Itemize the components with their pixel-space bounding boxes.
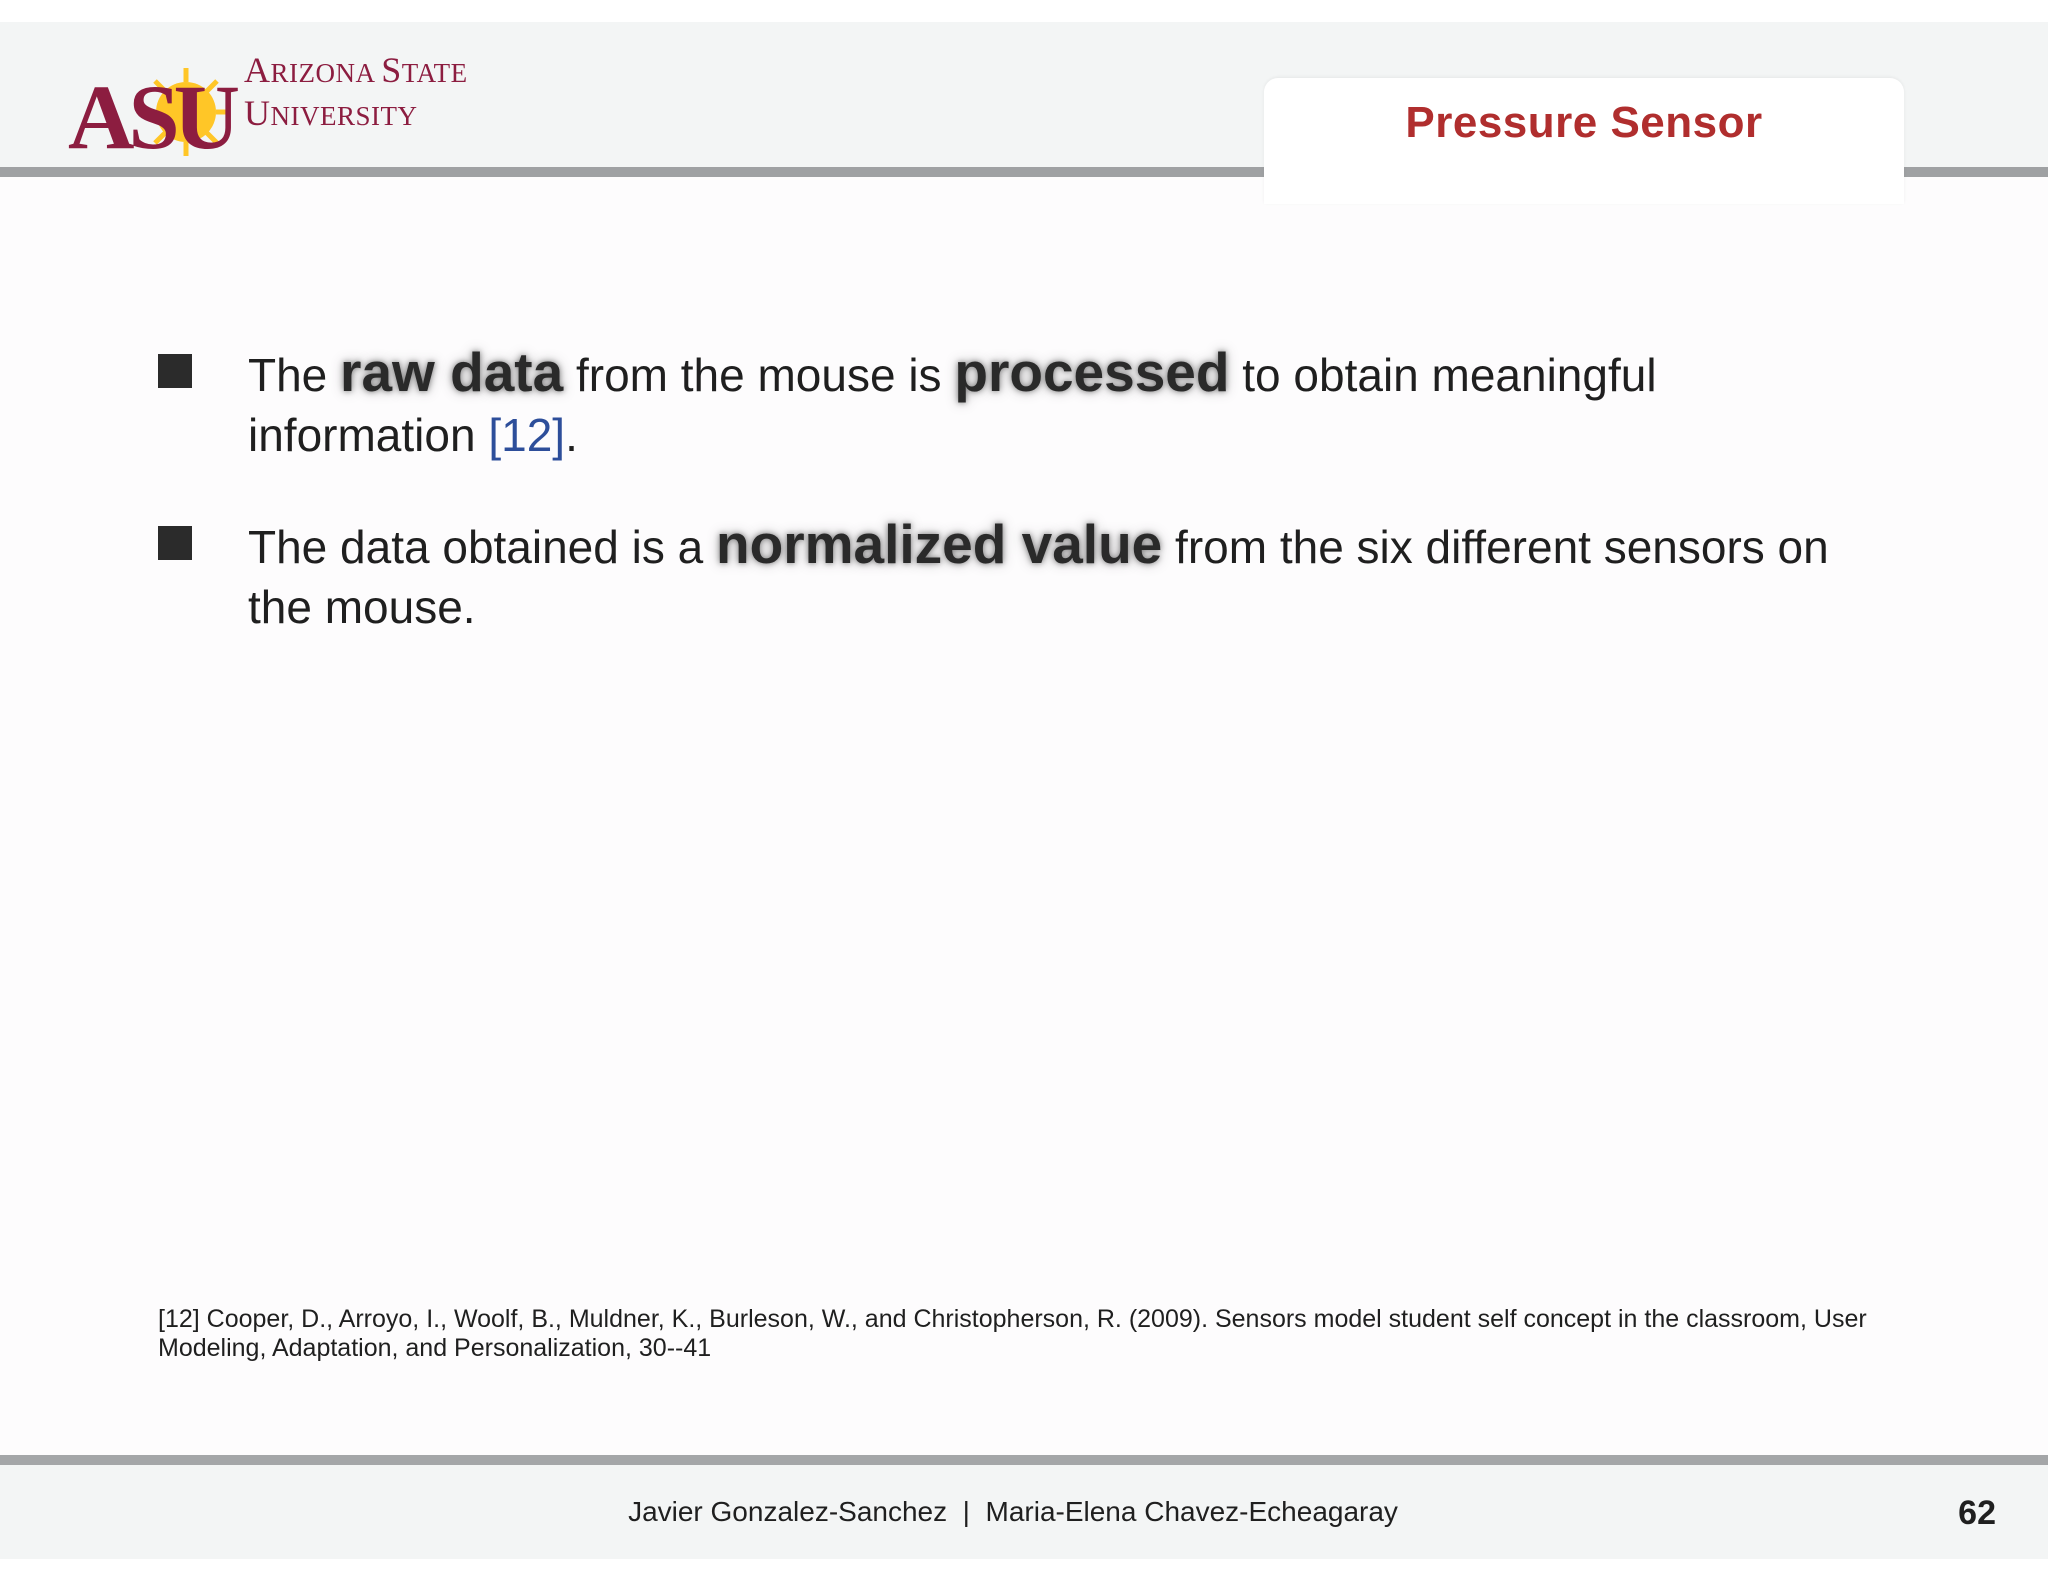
text-run: The xyxy=(248,349,341,401)
footer-rule xyxy=(0,1455,2048,1465)
wordmark-rest: TATE xyxy=(401,58,468,88)
wordmark-line-1 xyxy=(244,50,468,93)
slide-title: Pressure Sensor xyxy=(1405,98,1763,147)
slide xyxy=(0,22,2048,1559)
square-bullet-icon xyxy=(158,526,192,560)
bullet-text xyxy=(248,342,1888,465)
text-run: . xyxy=(565,409,578,461)
reference-footnote: [12] Cooper, D., Arroyo, I., Woolf, B., Muldner, K., Burleson, W., and Christopherson, R. (2009). Sensors model student self concept in the classroom, User Modeling, Adaptation, and Personalization, 30--41 xyxy=(158,1305,1867,1362)
footer-authors: Javier Gonzalez-Sanchez | Maria-Elena Chavez-Echeagaray xyxy=(628,1496,1398,1527)
text-run: to obtain meaningful information xyxy=(248,349,1657,461)
wordmark-line-2 xyxy=(244,93,468,136)
wordmark-initial: U xyxy=(244,93,271,133)
text-run: from the six different sensors on the mouse. xyxy=(248,521,1829,633)
text-run: The data obtained is a xyxy=(248,521,716,573)
wordmark-rest: NIVERSITY xyxy=(270,101,418,131)
bullet-text xyxy=(248,514,1888,637)
wordmark-rest: RIZONA xyxy=(270,58,382,88)
page-number: 62 xyxy=(1958,1494,1996,1532)
square-bullet-icon xyxy=(158,354,192,388)
emphasis-raw-data: raw data xyxy=(340,341,564,403)
asu-letters: ASU xyxy=(68,66,235,160)
wordmark-initial: S xyxy=(381,50,402,90)
emphasis-processed: processed xyxy=(954,341,1230,403)
emphasis-normalized-value: normalized value xyxy=(716,513,1163,575)
wordmark-initial: A xyxy=(244,50,271,90)
text-run: from the mouse is xyxy=(563,349,955,401)
university-wordmark xyxy=(244,50,468,136)
citation-link[interactable]: [12] xyxy=(488,409,566,461)
